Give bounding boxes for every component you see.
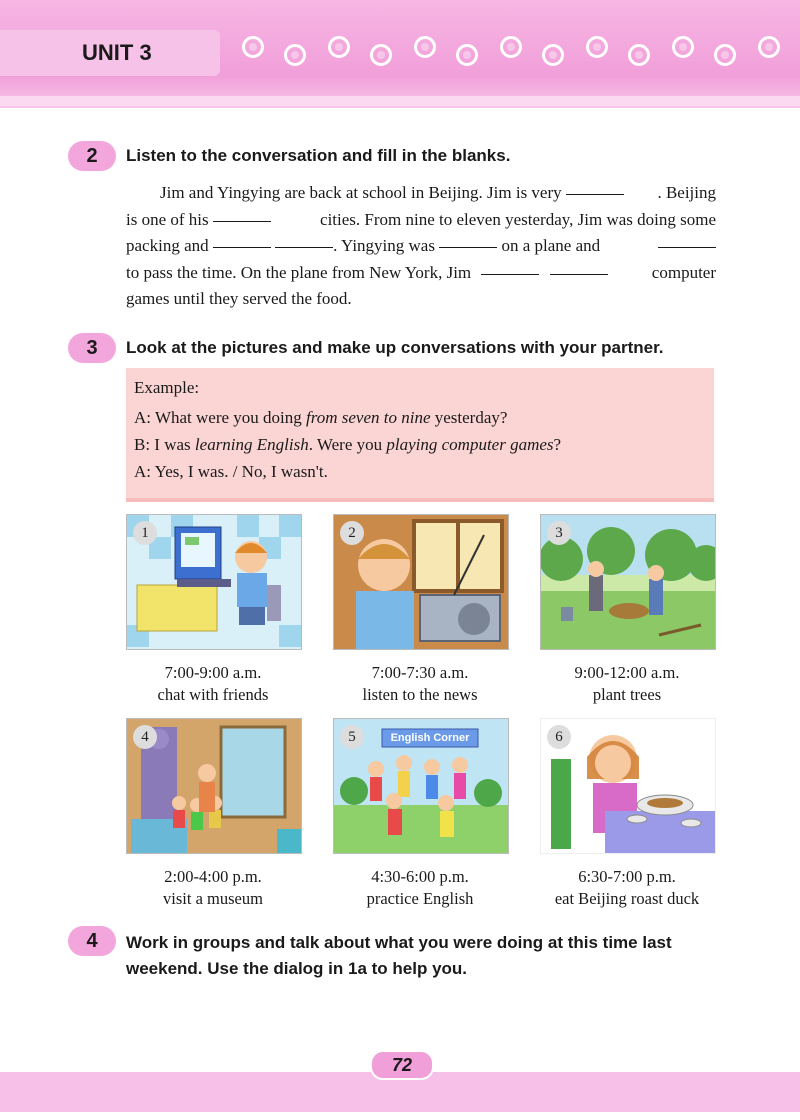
example-line-a1 [134,408,507,428]
example-box [126,368,714,502]
header-stripe [0,96,800,106]
picture-caption [126,866,300,910]
picture-number: 4 [133,725,157,749]
text-run: games until they served the food. [126,289,352,308]
text-run: . Were you [308,435,387,454]
picture-plant-trees [540,514,716,650]
text-run: packing and [126,236,213,255]
caption-activity: chat with friends [157,685,269,704]
text-run: is one of his [126,209,213,229]
ring-icon [542,44,564,66]
ring-icon [714,44,736,66]
picture-eat-roast-duck [540,718,716,854]
blank-input[interactable] [481,260,539,275]
page-footer [0,1050,800,1120]
paragraph-line [126,286,716,313]
blank-input[interactable] [213,233,271,248]
ring-icon [284,44,306,66]
blank-input[interactable] [566,180,624,195]
picture-caption [540,662,714,706]
caption-activity: practice English [366,889,474,908]
heading-line: weekend. Use the dialog in 1a to help you. [126,959,468,978]
picture-practice-english [333,718,509,854]
decorative-rings [232,30,800,80]
paragraph-line [126,180,716,207]
picture-caption [540,866,714,910]
picture-caption [333,866,507,910]
picture-visit-museum [126,718,302,854]
heading-line: Work in groups and talk about what you were doing at this time last [126,933,672,952]
ring-icon [586,36,608,58]
caption-activity: eat Beijing roast duck [554,889,700,908]
exercise-number-badge: 4 [68,926,116,956]
blank-input[interactable] [550,260,608,275]
blank-input[interactable] [658,233,716,248]
picture-listen-to-news [333,514,509,650]
caption-activity: visit a museum [163,889,263,908]
paragraph-line [126,260,716,287]
ring-icon [328,36,350,58]
ring-icon [456,44,478,66]
page-header [0,0,800,108]
text-run: . Beijing [657,183,716,202]
paragraph-line [126,233,716,260]
blank-input[interactable] [275,233,333,248]
caption-activity: listen to the news [362,685,478,704]
fill-in-paragraph [126,180,716,313]
text-run: cities. From nine to eleven yesterday, Jim was doing some [315,209,716,229]
text-run: Jim and Yingying are back at school in Beijing. Jim is very [160,183,566,202]
paragraph-line [126,207,716,234]
example-line-b1 [134,435,561,455]
text-run: ? [553,435,562,454]
exercise-number-badge: 3 [68,333,116,363]
ring-icon [370,44,392,66]
picture-number: 5 [340,725,364,749]
picture-chat-with-friends [126,514,302,650]
caption-time: 6:30-7:00 p.m. [578,867,676,886]
italic-run: playing computer games [386,435,554,454]
caption-time: 7:00-9:00 a.m. [164,663,262,682]
caption-time: 2:00-4:00 p.m. [164,867,262,886]
text-run: to pass the time. On the plane from New York, Jim [126,262,476,282]
text-run: yesterday? [430,408,508,427]
text-run [539,260,543,287]
blank-input[interactable] [439,233,497,248]
picture-number: 3 [547,521,571,545]
caption-time: 9:00-12:00 a.m. [574,663,680,682]
example-line-a2: A: Yes, I was. / No, I wasn't. [134,462,328,481]
ring-icon [758,36,780,58]
picture-number: 2 [340,521,364,545]
example-title: Example: [134,378,200,397]
text-run: . Yingying was [333,236,440,255]
ring-icon [500,36,522,58]
exercise-number-badge: 2 [68,141,116,171]
text-run: A: What were you doing [134,408,307,427]
italic-run: learning English [194,435,309,454]
exercise-heading: Listen to the conversation and fill in the blanks. [126,146,511,165]
english-corner-sign: English Corner [390,732,470,744]
picture-number: 6 [547,725,571,749]
unit-label: UNIT 3 [82,40,152,65]
italic-run: from seven to nine [306,408,431,427]
text-run: B: I was [134,435,195,454]
picture-caption [333,662,507,706]
text-run: on a plane and [497,236,605,255]
caption-time: 4:30-6:00 p.m. [371,867,469,886]
ring-icon [414,36,436,58]
picture-caption [126,662,300,706]
caption-time: 7:00-7:30 a.m. [371,663,469,682]
page-number: 72 [370,1050,434,1080]
ring-icon [672,36,694,58]
picture-number: 1 [133,521,157,545]
blank-input[interactable] [213,207,271,222]
exercise-heading: Look at the pictures and make up conversations with your partner. [126,338,664,357]
text-run: computer [647,262,716,282]
exercise-heading [126,930,672,982]
ring-icon [242,36,264,58]
caption-activity: plant trees [592,685,662,704]
ring-icon [628,44,650,66]
